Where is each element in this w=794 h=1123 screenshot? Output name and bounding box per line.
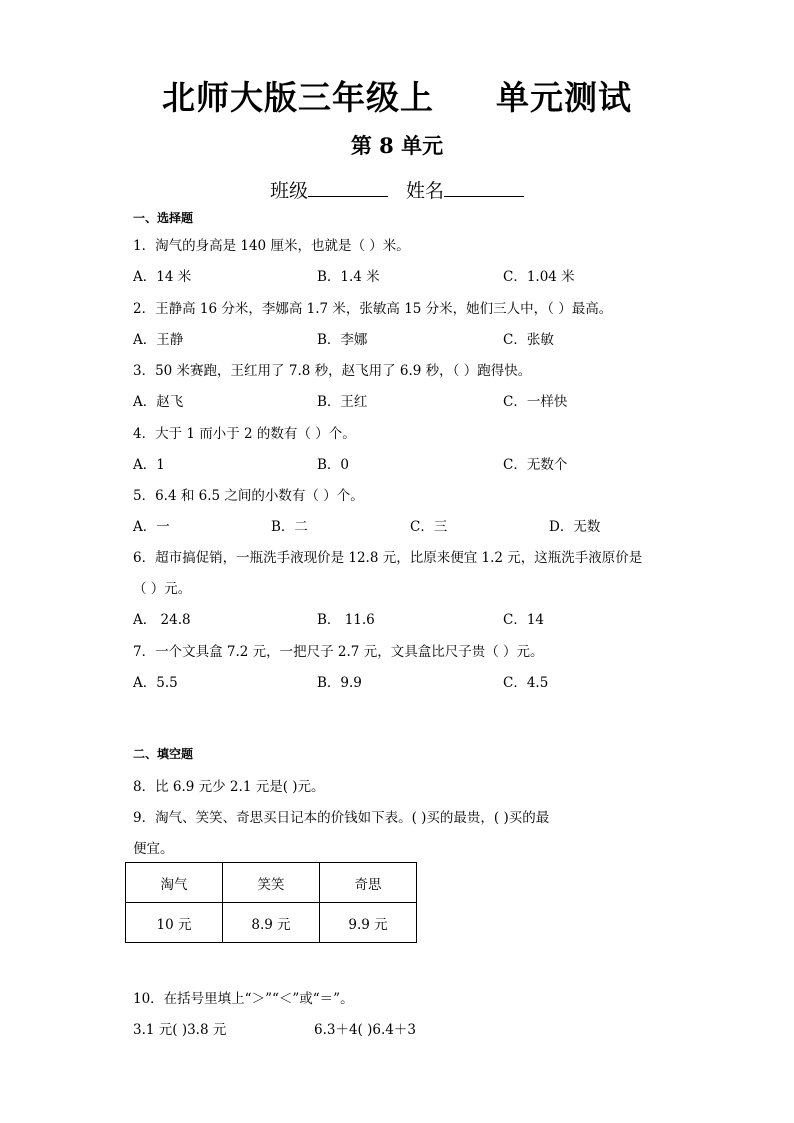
q2-option-b[interactable]: B．李娜: [317, 332, 368, 348]
question-6-continued: （ ）元。: [133, 581, 192, 597]
class-label: 班级: [269, 180, 308, 202]
question-2: 2．王静高 16 分米，李娜高 1.7 米，张敏高 15 分米，她们三人中，（ ）最高。: [133, 301, 613, 317]
question-3: 3．50 米赛跑，王红用了 7.8 秒，赵飞用了 6.9 秒，（ ）跑得快。: [133, 363, 532, 379]
name-label: 姓名: [406, 180, 445, 202]
q1-option-a[interactable]: A．14 米: [133, 269, 192, 285]
q3-option-c[interactable]: C．一样快: [503, 394, 568, 410]
section-heading-fill: 二、填空题: [133, 747, 194, 761]
table-header-cell: 淘气: [126, 863, 223, 903]
student-info-line: [0, 176, 794, 203]
table-cell: 9.9 元: [320, 903, 417, 943]
question-5: 5．6.4 和 6.5 之间的小数有（ ）个。: [133, 488, 364, 504]
q10-item-1: 3.1 元( )3.8 元: [133, 1022, 227, 1038]
q1-option-b[interactable]: B．1.4 米: [317, 269, 380, 285]
q2-option-a[interactable]: A．王静: [133, 332, 184, 348]
question-8: 8．比 6.9 元少 2.1 元是( )元。: [133, 779, 325, 795]
q5-option-d[interactable]: D．无数: [549, 519, 601, 535]
table-header-cell: 奇思: [320, 863, 417, 903]
question-10: 10．在括号里填上“＞”“＜”或“＝”。: [133, 991, 354, 1007]
q5-option-a[interactable]: A．一: [133, 519, 170, 535]
table-row: [126, 863, 417, 903]
q1-option-c[interactable]: C．1.04 米: [503, 269, 575, 285]
name-blank[interactable]: [444, 178, 524, 197]
class-blank[interactable]: [308, 178, 388, 197]
q6-option-b[interactable]: B． 11.6: [317, 612, 375, 628]
q3-option-b[interactable]: B．王红: [317, 394, 368, 410]
q6-option-a[interactable]: A． 24.8: [133, 612, 191, 628]
q4-option-b[interactable]: B．0: [317, 457, 350, 473]
q7-option-a[interactable]: A．5.5: [133, 675, 178, 691]
table-row: [126, 903, 417, 943]
page-title: [0, 72, 794, 119]
table-cell: 10 元: [126, 903, 223, 943]
q5-option-c[interactable]: C．三: [410, 519, 448, 535]
price-table: [125, 862, 417, 943]
question-1: 1．淘气的身高是 140 厘米，也就是（ ）米。: [133, 238, 410, 254]
q6-option-c[interactable]: C．14: [503, 612, 545, 628]
title-left: 北师大版三年级上: [162, 78, 434, 117]
question-4: 4．大于 1 而小于 2 的数有（ ）个。: [133, 426, 356, 442]
question-9-line1: 9．淘气、笑笑、奇思买日记本的价钱如下表。( )买的最贵，( )买的最: [133, 810, 550, 826]
table-header-cell: 笑笑: [223, 863, 320, 903]
question-6: 6．超市搞促销，一瓶洗手液现价是 12.8 元，比原来便宜 1.2 元，这瓶洗手液原价是: [133, 550, 643, 566]
q4-option-c[interactable]: C．无数个: [503, 457, 568, 473]
q3-option-a[interactable]: A．赵飞: [133, 394, 184, 410]
q7-option-c[interactable]: C．4.5: [503, 675, 549, 691]
section-heading-choice: 一、选择题: [133, 211, 194, 225]
q7-option-b[interactable]: B．9.9: [317, 675, 362, 691]
question-7: 7．一个文具盒 7.2 元，一把尺子 2.7 元，文具盒比尺子贵（ ）元。: [133, 644, 544, 660]
unit-subtitle: 第 8 单元: [350, 133, 444, 158]
q2-option-c[interactable]: C．张敏: [503, 332, 554, 348]
question-9-line2: 便宜。: [133, 841, 174, 857]
q10-item-2: 6.3＋4( )6.4＋3: [314, 1022, 416, 1038]
q5-option-b[interactable]: B．二: [271, 519, 308, 535]
q4-option-a[interactable]: A．1: [133, 457, 165, 473]
table-cell: 8.9 元: [223, 903, 320, 943]
title-right: 单元测试: [496, 78, 632, 117]
